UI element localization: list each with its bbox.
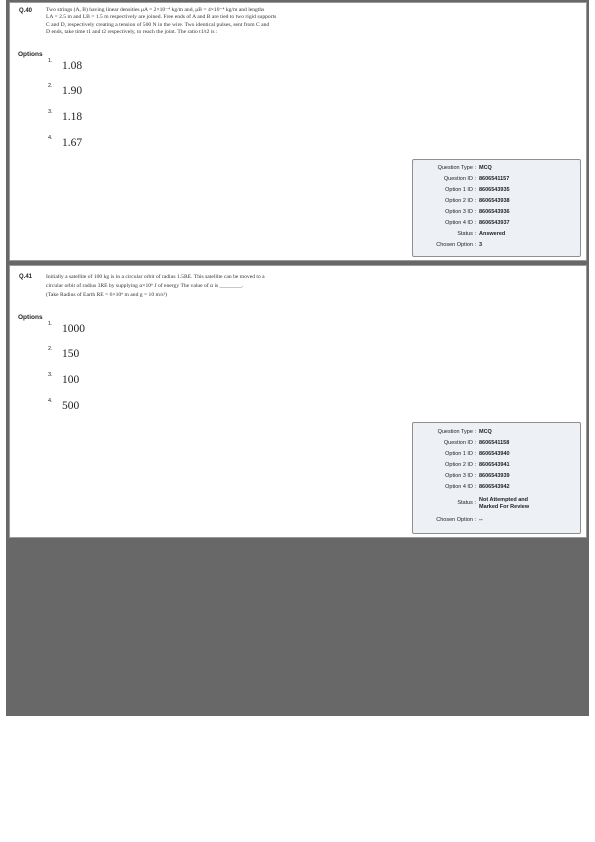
option-id-value: 8606543936 bbox=[479, 209, 510, 215]
question-text-line: circular orbit of radius 3RE by supplying α×10⁶ J of energy The value of α is ________. bbox=[46, 283, 244, 289]
option-id-value: 8606543941 bbox=[479, 462, 510, 468]
question-metadata-box bbox=[412, 159, 581, 257]
meta-label: Question Type : bbox=[437, 165, 476, 171]
meta-label: Chosen Option : bbox=[436, 517, 476, 523]
option-number: 2. bbox=[48, 346, 53, 352]
option-value: 150 bbox=[62, 348, 80, 360]
option-id-value: 8606543938 bbox=[479, 198, 510, 204]
option-number: 2. bbox=[48, 83, 53, 89]
meta-label: Question ID : bbox=[443, 440, 476, 446]
status-value: Answered bbox=[479, 231, 506, 237]
status-line: Not Attempted and bbox=[479, 497, 528, 503]
chosen-option-value: 3 bbox=[479, 242, 483, 248]
meta-label: Option 3 ID : bbox=[445, 209, 476, 215]
question-id-value: 8606541158 bbox=[479, 440, 510, 446]
question-id-value: 8606541157 bbox=[479, 176, 510, 182]
option-id-value: 8606543940 bbox=[479, 451, 510, 457]
option-id-value: 8606543942 bbox=[479, 484, 510, 490]
question-text-line: LA = 2.5 m and LB = 1.5 m respectively are joined. Free ends of A and B are tied to two rigid supports bbox=[46, 14, 277, 21]
option-value: 1.67 bbox=[62, 137, 83, 149]
chosen-option-value: -- bbox=[479, 517, 483, 523]
meta-label: Option 2 ID : bbox=[445, 462, 476, 468]
options-label: Options bbox=[18, 314, 43, 321]
meta-label: Option 4 ID : bbox=[445, 220, 476, 226]
status-line: Marked For Review bbox=[479, 503, 530, 510]
meta-label: Question Type : bbox=[437, 429, 476, 435]
meta-label: Status : bbox=[457, 500, 476, 506]
option-number: 4. bbox=[48, 135, 53, 141]
meta-label: Option 1 ID : bbox=[445, 451, 476, 457]
meta-label: Question ID : bbox=[443, 176, 476, 182]
meta-label: Chosen Option : bbox=[436, 242, 476, 248]
question-metadata-box bbox=[412, 422, 581, 534]
option-value: 1000 bbox=[62, 323, 85, 335]
question-type-value: MCQ bbox=[479, 165, 492, 171]
option-value: 1.90 bbox=[62, 85, 83, 97]
option-id-value: 8606543937 bbox=[479, 220, 510, 226]
option-number: 4. bbox=[48, 398, 53, 404]
option-value: 1.08 bbox=[62, 60, 83, 72]
option-number: 1. bbox=[48, 58, 53, 64]
option-id-value: 8606543939 bbox=[479, 473, 510, 479]
question-text-line: C and D, respectively creating a tension of 500 N in the wire. Two identical pulses, sent from C and bbox=[46, 21, 270, 28]
meta-label: Status : bbox=[457, 231, 476, 237]
option-number: 3. bbox=[48, 372, 53, 378]
meta-label: Option 3 ID : bbox=[445, 473, 476, 479]
option-number: 1. bbox=[48, 321, 53, 327]
question-text bbox=[46, 273, 376, 300]
question-type-value: MCQ bbox=[479, 429, 492, 435]
options-label: Options bbox=[18, 51, 43, 58]
option-number: 3. bbox=[48, 109, 53, 115]
question-number: Q.40 bbox=[19, 8, 33, 14]
question-text-line: Initially a satellite of 100 kg is in a circular orbit of radius 1.5RE. This satellite can be moved to a bbox=[46, 274, 265, 280]
option-value: 500 bbox=[62, 400, 80, 412]
question-text-line: Two strings (A, B) having linear densities μA = 2×10⁻⁴ kg/m and, μB = 4×10⁻⁴ kg/m and lengths bbox=[46, 7, 265, 13]
question-panel-q40 bbox=[9, 2, 587, 261]
meta-label: Option 1 ID : bbox=[445, 187, 476, 193]
option-value: 100 bbox=[62, 374, 80, 386]
meta-label: Option 4 ID : bbox=[445, 484, 476, 490]
question-text-line: (Take Radius of Earth RE = 6×10⁶ m and g = 10 m/s²) bbox=[46, 292, 168, 298]
option-value: 1.18 bbox=[62, 111, 83, 123]
question-text-line: D ends, take time t1 and t2 respectively, to reach the joint. The ratio t1/t2 is : bbox=[46, 29, 218, 36]
question-panel-q41 bbox=[9, 265, 587, 538]
status-value bbox=[479, 497, 529, 510]
meta-label: Option 2 ID : bbox=[445, 198, 476, 204]
option-id-value: 8606543935 bbox=[479, 187, 510, 193]
question-number: Q.41 bbox=[19, 274, 33, 280]
question-text bbox=[46, 7, 376, 37]
